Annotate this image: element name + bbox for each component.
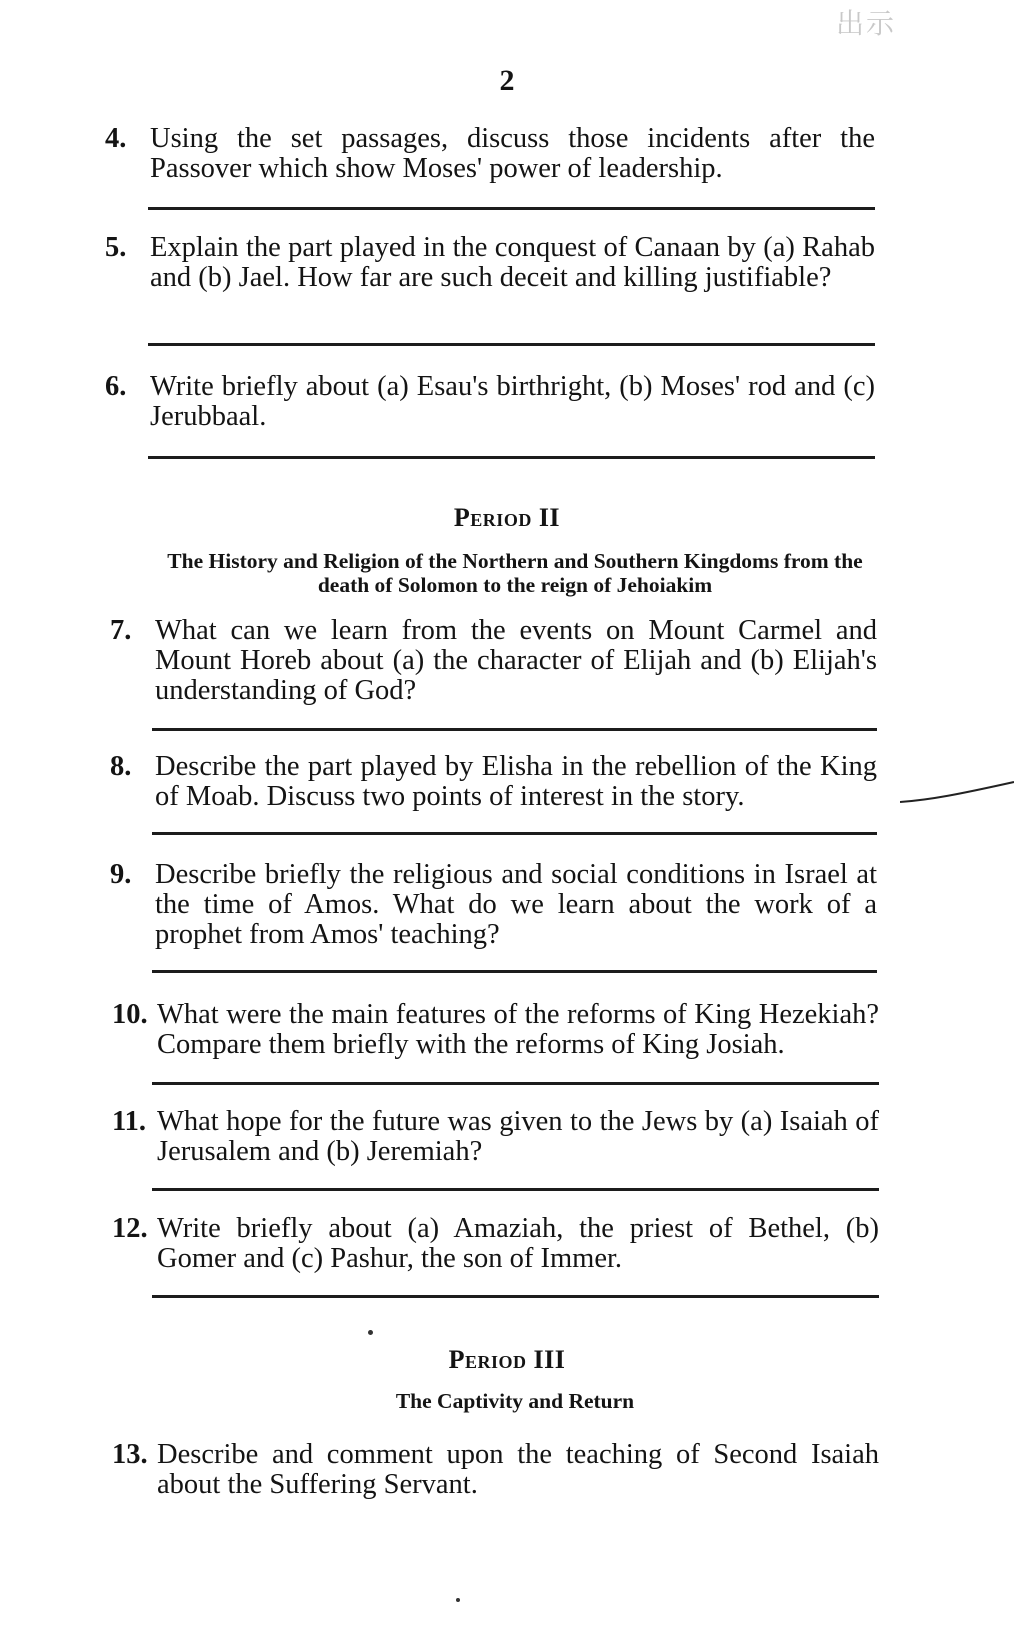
ink-speck xyxy=(368,1330,373,1335)
question-number: 6. xyxy=(105,371,127,402)
period-subtitle: The Captivity and Return xyxy=(395,1389,635,1413)
question-text: Describe the part played by Elisha in the rebellion of the King of Moab. Discuss two points of interest in the story. xyxy=(155,751,877,812)
divider-rule xyxy=(152,728,877,731)
question-6 xyxy=(105,371,875,432)
period-subtitle: The History and Religion of the Northern and Southern Kingdoms from the death of Solomon to the reign of Jehoiakim xyxy=(167,549,863,597)
question-text: What hope for the future was given to the Jews by (a) Isaiah of Jerusalem and (b) Jeremiah? xyxy=(157,1106,879,1167)
question-13 xyxy=(112,1439,879,1500)
question-text: What can we learn from the events on Mount Carmel and Mount Horeb about (a) the character of Elijah and (b) Elijah's understanding of God? xyxy=(155,615,877,706)
question-12 xyxy=(112,1213,879,1274)
divider-rule xyxy=(152,1082,879,1085)
question-number: 4. xyxy=(105,123,127,154)
question-text: Using the set passages, discuss those incidents after the Passover which show Moses' power of leadership. xyxy=(150,123,875,184)
period-heading: Period II xyxy=(453,503,561,532)
question-9 xyxy=(110,859,877,950)
question-text: Write briefly about (a) Amaziah, the priest of Bethel, (b) Gomer and (c) Pashur, the son of Immer. xyxy=(157,1213,879,1274)
divider-rule xyxy=(148,456,875,459)
question-number: 13. xyxy=(112,1439,148,1470)
question-text: Describe briefly the religious and social conditions in Israel at the time of Amos. What do we learn about the work of a prophet from Amos' teaching? xyxy=(155,859,877,950)
corner-stamp: 出示 xyxy=(836,9,897,40)
question-8 xyxy=(110,751,877,812)
question-7 xyxy=(110,615,877,706)
question-number: 10. xyxy=(112,999,148,1030)
divider-rule xyxy=(152,970,877,973)
divider-rule xyxy=(152,1188,879,1191)
question-number: 12. xyxy=(112,1213,148,1244)
divider-rule xyxy=(152,832,877,835)
question-4 xyxy=(105,123,875,184)
question-text: Write briefly about (a) Esau's birthright, (b) Moses' rod and (c) Jerubbaal. xyxy=(150,371,875,432)
question-number: 8. xyxy=(110,751,132,782)
question-number: 9. xyxy=(110,859,132,890)
divider-rule xyxy=(152,1295,879,1298)
period-heading: Period III xyxy=(448,1345,566,1374)
divider-rule xyxy=(148,343,875,346)
question-number: 5. xyxy=(105,232,127,263)
question-5 xyxy=(105,232,875,293)
question-number: 11. xyxy=(112,1106,147,1137)
question-number: 7. xyxy=(110,615,132,646)
divider-rule xyxy=(148,207,875,210)
question-10 xyxy=(112,999,879,1060)
question-text: Describe and comment upon the teaching of Second Isaiah about the Suffering Servant. xyxy=(157,1439,879,1500)
question-text: What were the main features of the reforms of King Hezekiah? Compare them briefly with the reforms of King Josiah. xyxy=(157,999,879,1060)
question-11 xyxy=(112,1106,879,1167)
pen-mark xyxy=(900,780,1014,810)
ink-speck xyxy=(456,1598,460,1602)
question-text: Explain the part played in the conquest of Canaan by (a) Rahab and (b) Jael. How far are such deceit and killing justifiable? xyxy=(150,232,875,293)
page-number: 2 xyxy=(499,64,515,97)
